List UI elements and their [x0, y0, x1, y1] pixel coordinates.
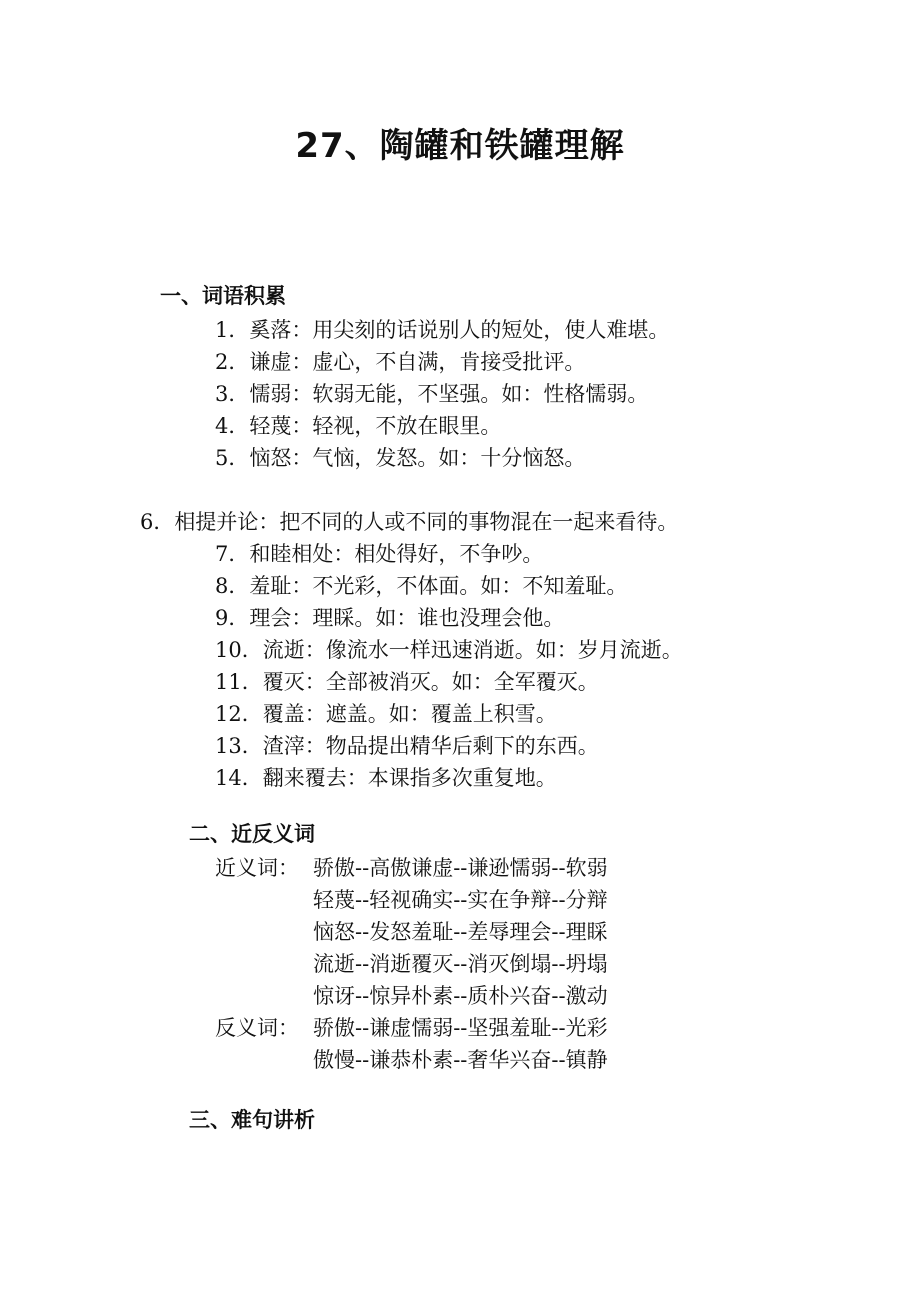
synonym-row: 骄傲--高傲谦虚--谦逊懦弱--软弱: [313, 856, 608, 880]
antonym-row: 傲慢--谦恭朴素--奢华兴奋--镇静: [313, 1048, 608, 1072]
synonym-row: 流逝--消逝覆灭--消灭倒塌--坍塌: [313, 952, 608, 976]
vocab-item: 4．轻蔑：轻视，不放在眼里。: [215, 414, 502, 438]
document-title: 27、陶罐和铁罐理解: [295, 126, 625, 166]
synonym-label: 近义词：: [215, 856, 299, 880]
section-heading-synonyms-antonyms: 二、近反义词: [189, 822, 315, 846]
antonym-label: 反义词：: [215, 1016, 299, 1040]
vocab-item: 10．流逝：像流水一样迅速消逝。如：岁月流逝。: [215, 638, 683, 662]
vocab-item: 3．懦弱：软弱无能，不坚强。如：性格懦弱。: [215, 382, 649, 406]
vocab-item: 9．理会：理睬。如：谁也没理会他。: [215, 606, 565, 630]
synonym-row: 恼怒--发怒羞耻--差辱理会--理睬: [313, 920, 608, 944]
section-heading-vocabulary: 一、词语积累: [160, 284, 286, 308]
vocab-item: 5．恼怒：气恼，发怒。如：十分恼怒。: [215, 446, 586, 470]
vocab-item: 2．谦虚：虚心，不自满，肯接受批评。: [215, 350, 586, 374]
vocab-item: 8．羞耻：不光彩，不体面。如：不知羞耻。: [215, 574, 628, 598]
vocab-item: 11．覆灭：全部被消灭。如：全军覆灭。: [215, 670, 599, 694]
vocab-item: 14．翻来覆去：本课指多次重复地。: [215, 766, 557, 790]
vocab-item: 1．奚落：用尖刻的话说别人的短处，使人难堪。: [215, 318, 670, 342]
vocab-item: 6．相提并论：把不同的人或不同的事物混在一起来看待。: [140, 510, 679, 534]
synonym-row: 轻蔑--轻视确实--实在争辩--分辩: [313, 888, 608, 912]
vocab-item: 7．和睦相处：相处得好，不争吵。: [215, 542, 544, 566]
section-heading-difficult-sentences: 三、难句讲析: [189, 1108, 315, 1132]
vocab-item: 12．覆盖：遮盖。如：覆盖上积雪。: [215, 702, 557, 726]
synonym-row: 惊讶--惊异朴素--质朴兴奋--激动: [313, 984, 608, 1008]
vocab-item: 13．渣滓：物品提出精华后剩下的东西。: [215, 734, 599, 758]
antonym-row: 骄傲--谦虚懦弱--坚强羞耻--光彩: [313, 1016, 608, 1040]
